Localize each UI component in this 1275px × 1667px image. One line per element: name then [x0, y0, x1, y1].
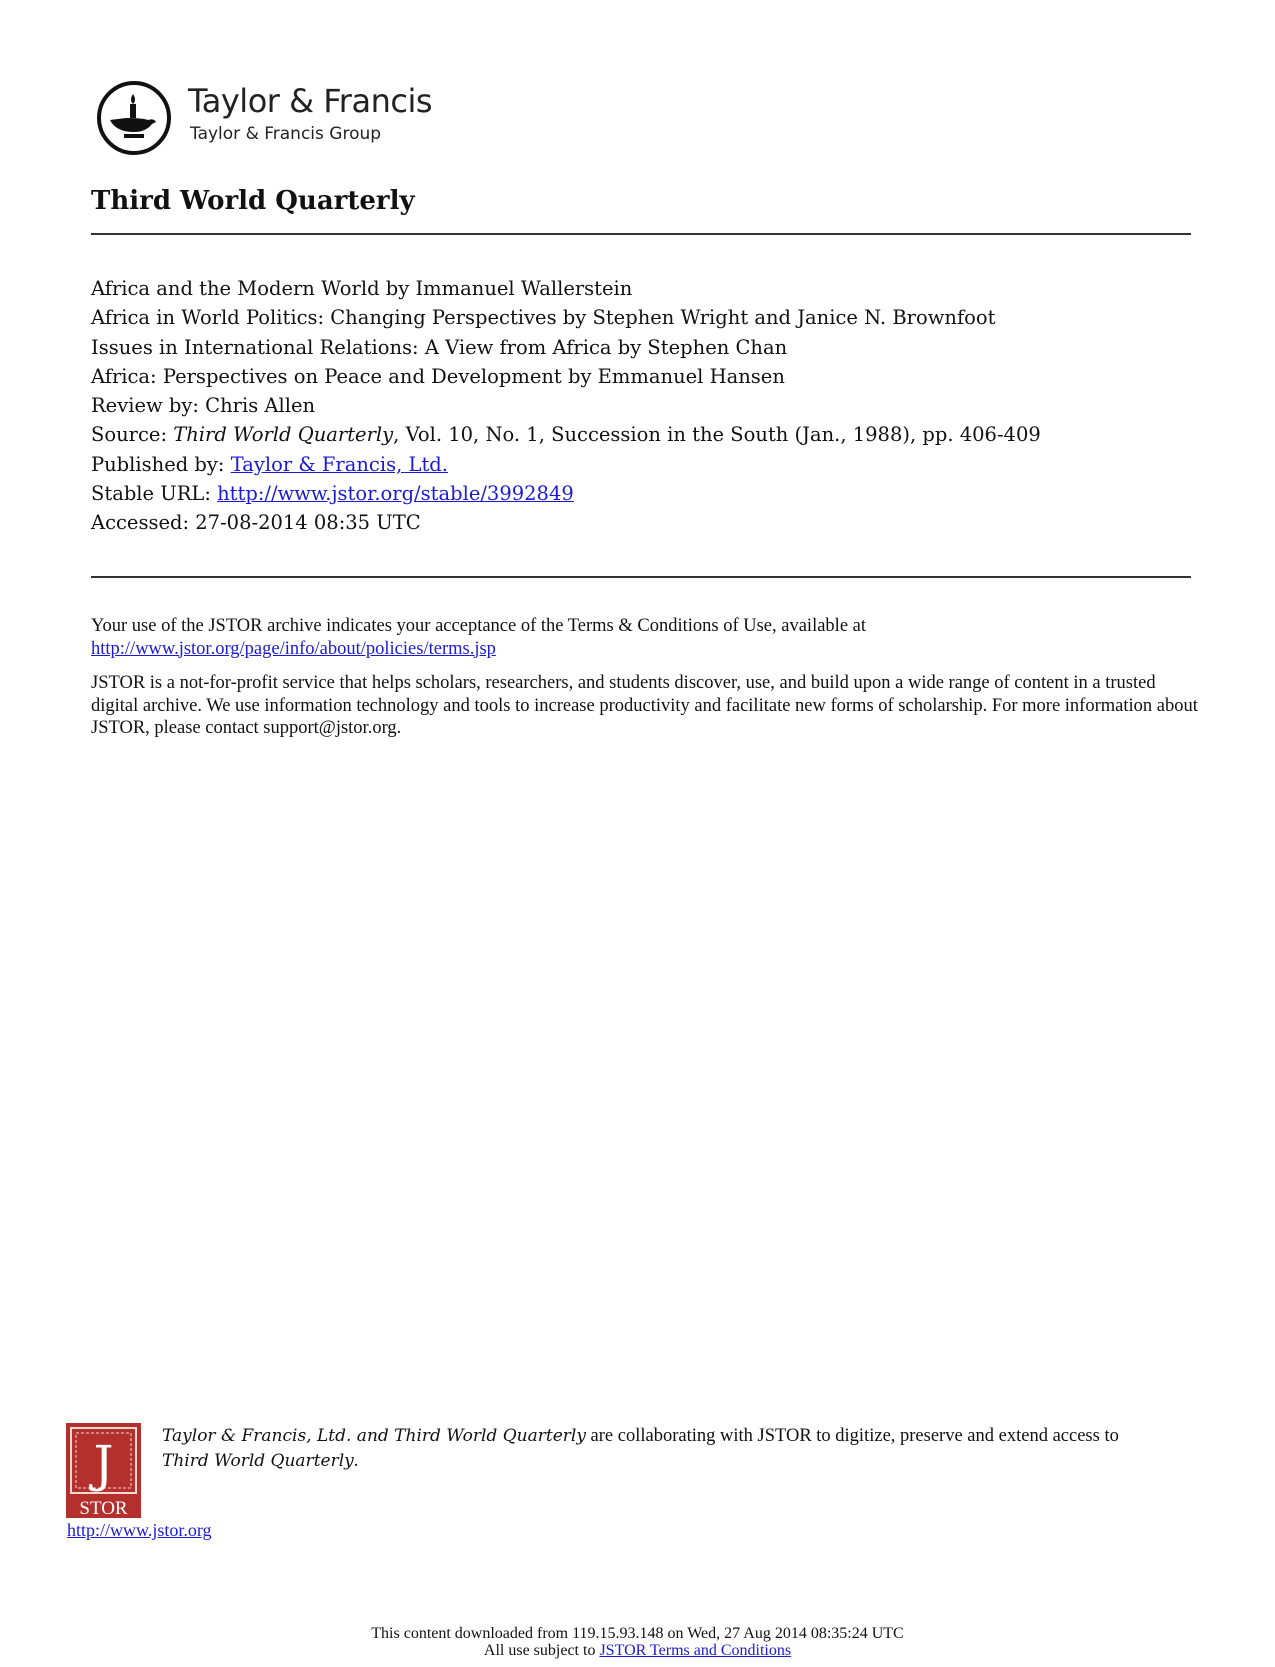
stable-url-link[interactable]: http://www.jstor.org/stable/3992849	[217, 482, 574, 506]
jstor-logo-letter: J	[93, 1435, 114, 1493]
article-title-3: Issues in International Relations: A View from Africa by Stephen Chan	[91, 335, 788, 359]
usage-prefix: All use subject to	[483, 1642, 600, 1659]
terms-link[interactable]: http://www.jstor.org/page/info/about/policies/terms.jsp	[91, 638, 496, 659]
jstor-terms-link[interactable]: JSTOR Terms and Conditions	[599, 1642, 792, 1659]
download-info: This content downloaded from 119.15.93.148 on Wed, 27 Aug 2014 08:35:24 UTC	[371, 1625, 904, 1642]
collab-partners: Taylor & Francis, Ltd. and Third World Quarterly	[162, 1426, 586, 1446]
source-details: , Vol. 10, No. 1, Succession in the South (Jan., 1988), pp. 406-409	[393, 423, 1041, 447]
published-line	[91, 450, 1041, 479]
journal-title: Third World Quarterly	[91, 186, 415, 216]
stable-url-line	[91, 479, 1041, 508]
lamp-icon	[96, 80, 176, 160]
terms-paragraph	[91, 615, 1201, 660]
jstor-logo	[66, 1423, 141, 1518]
article-title-1: Africa and the Modern World by Immanuel Wallerstein	[91, 277, 633, 300]
stable-url-label: Stable URL:	[91, 482, 218, 506]
source-line	[91, 420, 1041, 449]
published-label: Published by:	[91, 452, 231, 476]
collab-text: are collaborating with JSTOR to digitize, preserve and extend access to	[585, 1426, 1119, 1446]
publisher-link[interactable]: Taylor & Francis, Ltd.	[230, 452, 448, 476]
article-title-4: Africa: Perspectives on Peace and Development by Emmanuel Hansen	[91, 364, 785, 388]
jstor-logo-wordmark: STOR	[79, 1498, 128, 1518]
terms-section	[91, 615, 1201, 752]
logo-group: Taylor & Francis Group	[190, 124, 382, 144]
review-by: Review by: Chris Allen	[91, 394, 316, 418]
publisher-logo	[96, 80, 456, 160]
bottom-divider	[91, 576, 1191, 578]
terms-text: Your use of the JSTOR archive indicates your acceptance of the Terms & Conditions of Use, available at	[91, 616, 867, 636]
jstor-info-paragraph: JSTOR is a not-for-profit service that helps scholars, researchers, and students discover, use, and build upon a wide range of content in a trusted digital archive. We use information technology and tools to increase productivity and facilitate new forms of scholarship. For more information about JSTOR, please contact support@jstor.org.	[91, 673, 1198, 738]
collab-journal: Third World Quarterly	[162, 1451, 354, 1471]
source-journal: Third World Quarterly	[173, 423, 394, 447]
download-footer	[0, 1625, 1275, 1659]
article-metadata	[91, 274, 1041, 538]
article-title-2: Africa in World Politics: Changing Perspectives by Stephen Wright and Janice N. Brownfoot	[91, 306, 996, 330]
accessed-date: Accessed: 27-08-2014 08:35 UTC	[91, 511, 421, 535]
jstor-emblem-icon	[66, 1423, 141, 1518]
collaboration-notice	[162, 1424, 1202, 1474]
logo-name: Taylor & Francis	[188, 82, 432, 120]
collab-period: .	[353, 1451, 359, 1471]
jstor-home-link[interactable]: http://www.jstor.org	[67, 1520, 212, 1540]
top-divider	[91, 233, 1191, 235]
source-label: Source:	[91, 423, 174, 447]
usage-line	[0, 1642, 1275, 1659]
